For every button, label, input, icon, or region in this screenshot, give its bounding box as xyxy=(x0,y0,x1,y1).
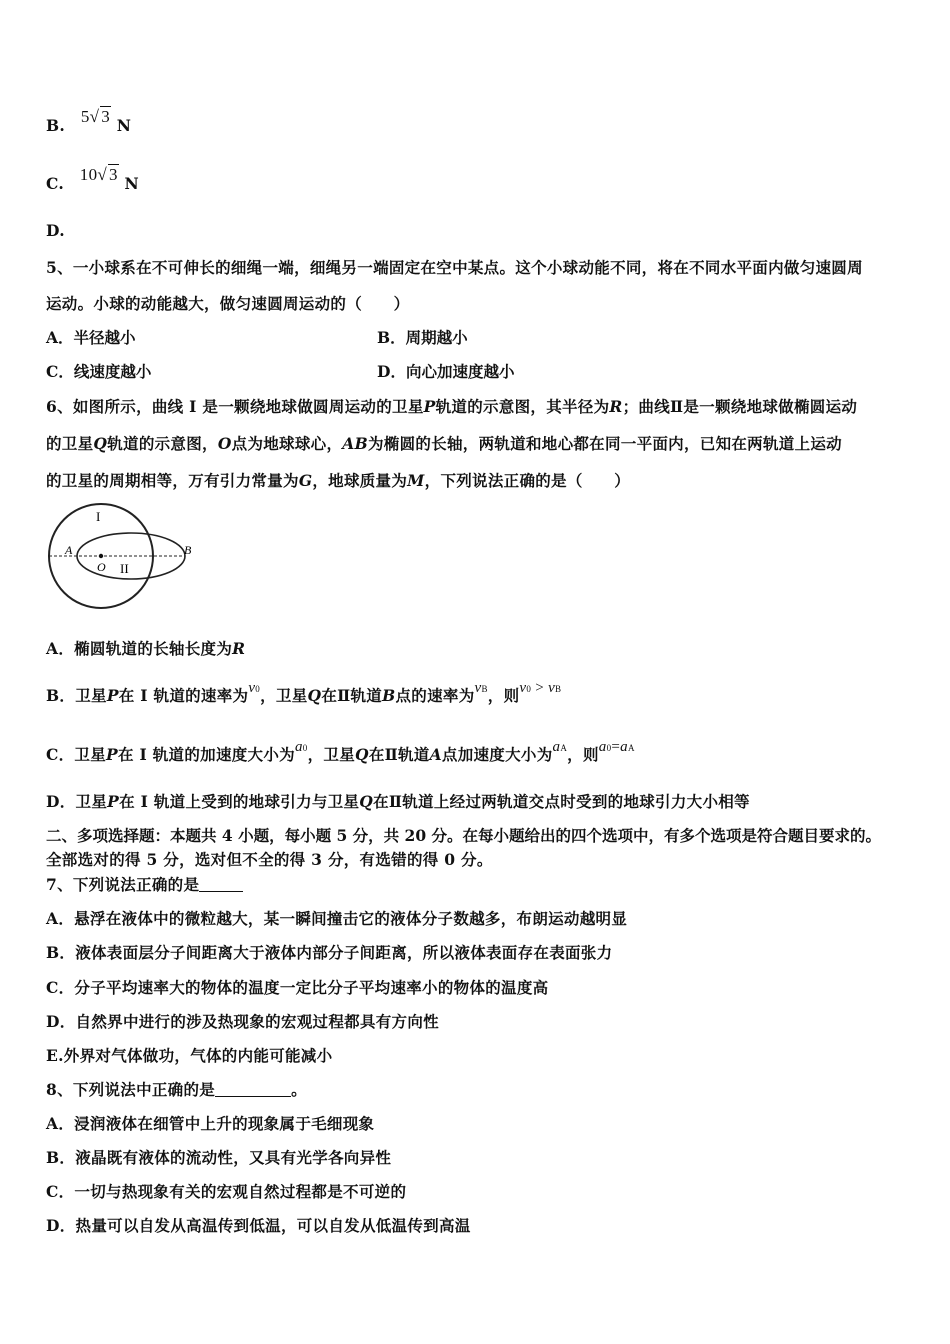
q6-stem-line3 xyxy=(46,469,630,491)
q5-stem-line1: 5、一小球系在不可伸长的细绳一端，细绳另一端固定在空中某点。这个小球动能不同，将在不同水平面内做匀速圆周 xyxy=(46,258,863,277)
q5-option-c[interactable]: C．线速度越小 xyxy=(46,362,152,381)
section2-heading-line1: 二、多项选择题：本题共 4 小题，每小题 5 分，共 20 分。在每小题给出的四个选项中，有多个选项是符合题目要求的。 xyxy=(46,826,882,845)
label-b: B xyxy=(184,543,192,557)
text: C．卫星 xyxy=(46,745,107,764)
q8-option-d[interactable]: D．热量可以自发从高温传到低温，可以自发从低温传到高温 xyxy=(46,1216,471,1235)
var-ab: AB xyxy=(342,434,368,453)
label-o: O xyxy=(97,560,106,574)
text: 在Ⅱ轨道 xyxy=(321,686,383,705)
q7-option-a[interactable]: A．悬浮在液体中的微粒越大，某一瞬间撞击它的液体分子数越多，布朗运动越明显 xyxy=(46,909,628,928)
label-ii: II xyxy=(120,561,129,576)
text: 6、如图所示，曲线 I 是一颗绕地球做圆周运动的卫星 xyxy=(46,397,424,416)
var-v0: v0 xyxy=(248,680,261,696)
text: 在Ⅱ轨道上经过两轨道交点时受到的地球引力大小相等 xyxy=(373,792,750,811)
var-r: R xyxy=(232,639,246,658)
option-letter: C. xyxy=(46,174,65,193)
q6-option-b[interactable] xyxy=(46,680,562,706)
earth-center-dot xyxy=(99,554,103,558)
sqrt-icon: √ xyxy=(89,107,100,126)
text: 轨道的示意图，其半径为 xyxy=(435,397,610,416)
q7-option-d[interactable]: D．自然界中进行的涉及热现象的宏观过程都具有方向性 xyxy=(46,1012,439,1031)
q4-option-d[interactable] xyxy=(46,221,65,240)
label-i: I xyxy=(96,509,101,524)
var-q: Q xyxy=(355,745,369,764)
answer-blank[interactable] xyxy=(215,1082,291,1097)
text: ；曲线Ⅱ是一颗绕地球做椭圆运动 xyxy=(622,397,858,416)
var-m: M xyxy=(407,471,425,490)
q5-option-b[interactable]: B．周期越小 xyxy=(377,328,468,347)
q4-option-c[interactable] xyxy=(46,165,139,194)
unit-label: N xyxy=(124,174,139,193)
var-p: P xyxy=(106,686,119,705)
var-o: O xyxy=(217,434,232,453)
text: ，下列说法正确的是（ ） xyxy=(424,471,631,490)
text: 在 I 轨道上受到的地球引力与卫星 xyxy=(119,792,360,811)
q7-option-e[interactable]: E.外界对气体做功，气体的内能可能减小 xyxy=(46,1046,333,1065)
q7-stem xyxy=(46,873,243,895)
math-radicand: 3 xyxy=(109,165,118,184)
answer-blank[interactable] xyxy=(199,877,243,892)
var-a0: a0 xyxy=(294,739,308,755)
text: D．卫星 xyxy=(46,792,108,811)
text: ，卫星 xyxy=(307,745,355,764)
option-text: D. xyxy=(46,221,65,240)
text: 点的速率为 xyxy=(395,686,475,705)
text: 为椭圆的长轴，两轨道和地心都在同一平面内，已知在两轨道上运动 xyxy=(367,434,842,453)
text: 点为地球球心， xyxy=(231,434,343,453)
text: ，卫星 xyxy=(260,686,308,705)
text: 8、下列说法中正确的是 xyxy=(46,1080,216,1099)
orbit-diagram xyxy=(44,503,204,615)
q5-option-d[interactable]: D．向心加速度越小 xyxy=(377,362,515,381)
label-a: A xyxy=(65,543,73,557)
var-q: Q xyxy=(359,792,374,811)
var-p: P xyxy=(423,397,436,416)
q4-option-b[interactable] xyxy=(46,107,132,136)
var-b: B xyxy=(382,686,396,705)
text: 在 I 轨道的加速度大小为 xyxy=(118,745,295,764)
var-p: P xyxy=(107,792,120,811)
relation-v0-gt-vb: v0 > vB xyxy=(519,680,562,696)
text: 轨道的示意图， xyxy=(107,434,218,453)
text: 的卫星的周期相等，万有引力常量为 xyxy=(46,471,299,490)
var-r: R xyxy=(609,397,623,416)
text: 的卫星 xyxy=(46,434,94,453)
q5-stem-line2: 运动。小球的动能越大，做匀速圆周运动的（ ） xyxy=(46,294,410,313)
sqrt-icon: √ xyxy=(97,165,108,184)
text: 在 I 轨道的速率为 xyxy=(118,686,249,705)
text: ，地球质量为 xyxy=(312,471,408,490)
text: A．椭圆轨道的长轴长度为 xyxy=(46,639,233,658)
var-a: A xyxy=(429,745,442,764)
q6-stem-line2 xyxy=(46,432,842,454)
text: ，则 xyxy=(567,745,599,764)
var-q: Q xyxy=(307,686,322,705)
option-letter: B. xyxy=(46,116,66,135)
text: 点加速度大小为 xyxy=(441,745,553,764)
q6-stem-line1 xyxy=(46,395,857,417)
section2-heading-line2: 全部选对的得 5 分，选对但不全的得 3 分，有选错的得 0 分。 xyxy=(46,850,493,869)
q7-option-c[interactable]: C．分子平均速率大的物体的温度一定比分子平均速率小的物体的温度高 xyxy=(46,978,549,997)
math-coefficient: 5 xyxy=(80,107,90,126)
math-coefficient: 10 xyxy=(79,165,98,184)
q7-option-b[interactable]: B．液体表面层分子间距离大于液体内部分子间距离，所以液体表面存在表面张力 xyxy=(46,943,613,962)
text: ，则 xyxy=(487,686,520,705)
text: 7、下列说法正确的是 xyxy=(46,875,200,894)
q8-stem xyxy=(46,1078,307,1100)
var-aa: aA xyxy=(552,739,568,755)
text: B．卫星 xyxy=(46,686,107,705)
var-vb: vB xyxy=(474,680,488,696)
unit-label: N xyxy=(116,116,132,135)
text: 。 xyxy=(291,1080,307,1099)
q6-option-d[interactable] xyxy=(46,790,750,812)
q6-option-a[interactable] xyxy=(46,637,245,659)
var-q: Q xyxy=(93,434,108,453)
q5-option-a[interactable]: A．半径越小 xyxy=(46,328,136,347)
var-p: P xyxy=(106,745,119,764)
q8-option-a[interactable]: A．浸润液体在细管中上升的现象属于毛细现象 xyxy=(46,1114,375,1133)
var-g: G xyxy=(298,471,313,490)
q8-option-b[interactable]: B．液晶既有液体的流动性，又具有光学各向异性 xyxy=(46,1148,392,1167)
q6-option-c[interactable] xyxy=(46,739,635,765)
math-radicand: 3 xyxy=(101,107,111,126)
relation-a0-eq-aa: a0=aA xyxy=(598,739,635,755)
text: 在Ⅱ轨道 xyxy=(368,745,430,764)
q8-option-c[interactable]: C．一切与热现象有关的宏观自然过程都是不可逆的 xyxy=(46,1182,407,1201)
